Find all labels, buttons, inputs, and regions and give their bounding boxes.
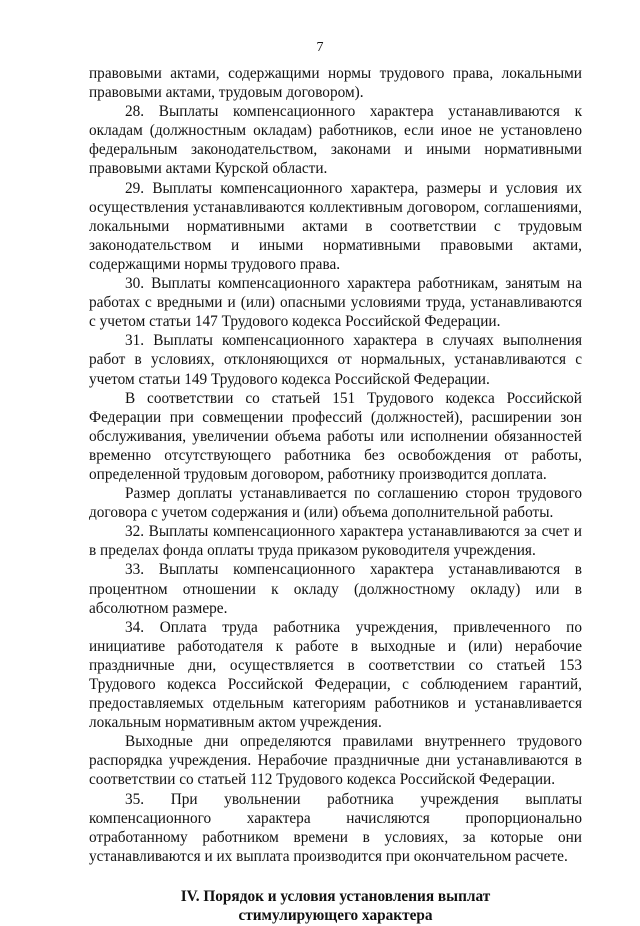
section-heading-line-1: IV. Порядок и условия установления выплат xyxy=(180,887,491,905)
paragraph-31: 31. Выплаты компенсационного характера в случаях выполнения работ в условиях, отклоняющихся от нормальных, устанавливаются с учетом статьи 149 Трудового кодекса Российской Федерации. xyxy=(89,332,582,388)
paragraph-34-days-off: Выходные дни определяются правилами внутреннего трудового распорядка учреждения. Нерабочие праздничные дни устанавливаются в соответствии со статьей 112 Трудового кодекса Российской Федерации. xyxy=(89,733,582,789)
paragraph-continuation: правовыми актами, содержащими нормы трудового права, локальными правовыми актами, трудовым договором). xyxy=(89,65,582,102)
paragraph-33: 33. Выплаты компенсационного характера устанавливаются в процентном отношении к окладу (должностному окладу) или в абсолютном размере. xyxy=(89,561,582,617)
paragraph-29: 29. Выплаты компенсационного характера, размеры и условия их осуществления устанавливаются коллективным договором, соглашениями, локальными нормативными актами в соответствии с трудовым законодательством и иными нормативными правовыми актами, содержащими нормы трудового права. xyxy=(89,179,582,273)
section-heading-line-2: стимулирующего характера xyxy=(238,907,433,925)
paragraph-31-article-151: В соответствии со статьей 151 Трудового кодекса Российской Федерации при совмещении профессий (должностей), расширении зон обслуживания, увеличении объема работы или исполнении обязанностей временно отсутствующего работника без освобождения от работы, определенной трудовым договором, работнику производится доплата. xyxy=(89,389,582,483)
paragraph-31-surcharge-size: Размер доплаты устанавливается по соглашению сторон трудового договора с учетом содержания и (или) объема дополнительной работы. xyxy=(89,485,582,522)
section-heading xyxy=(89,887,582,926)
paragraph-30: 30. Выплаты компенсационного характера работникам, занятым на работах с вредными и (или) опасными условиями труда, устанавливаются с учетом статьи 147 Трудового кодекса Российской Федерации. xyxy=(89,275,582,331)
document-body xyxy=(89,64,582,926)
page-number: 7 xyxy=(316,40,324,55)
paragraph-35: 35. При увольнении работника учреждения выплаты компенсационного характера начисляются пропорционально отработанному работником времени в условиях, за которые они устанавливаются и их выплата производится при окончательном расчете. xyxy=(89,790,582,865)
paragraph-28: 28. Выплаты компенсационного характера устанавливаются к окладам (должностным окладам) работников, если иное не установлено федеральным законодательством, законами и иными нормативными правовыми актами Курской области. xyxy=(89,103,582,178)
paragraph-32: 32. Выплаты компенсационного характера устанавливаются за счет и в пределах фонда оплаты труда приказом руководителя учреждения. xyxy=(89,523,582,560)
paragraph-34: 34. Оплата труда работника учреждения, привлеченного по инициативе работодателя к работе в выходные и (или) нерабочие праздничные дни, осуществляется в соответствии со статьей 153 Трудового кодекса Российской Федерации, с соблюдением гарантий, предоставляемых отдельным категориям работников и устанавливается локальным нормативным актом учреждения. xyxy=(89,618,582,732)
